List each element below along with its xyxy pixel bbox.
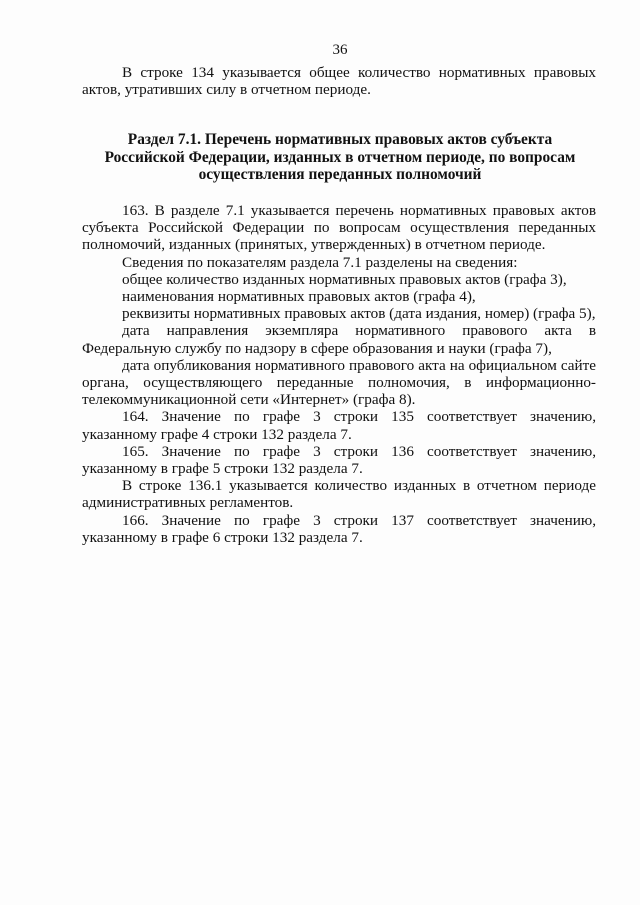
section-heading (100, 131, 580, 184)
list-item-1: общее количество изданных нормативных правовых актов (графа 3), (122, 270, 567, 288)
page-number: 36 (332, 42, 348, 58)
list-item-4: дата направления экземпляра нормативного правового акта в Федеральную службу по надзору в сфере образования и науки (графа 7), (82, 322, 596, 357)
paragraph-136-1: В строке 136.1 указывается количество изданных в отчетном периоде административных регламентов. (82, 477, 596, 512)
paragraph-164: 164. Значение по графе 3 строки 135 соответствует значению, указанному графе 4 строки 132 раздела 7. (82, 408, 596, 443)
intro-line-1: В строке 134 указывается общее количество нормативных правовых (122, 64, 596, 81)
list-intro: Сведения по показателям раздела 7.1 разделены на сведения: (122, 253, 518, 271)
section-heading-line-2: Российской Федерации, изданных в отчетном периоде, по вопросам (104, 148, 576, 166)
section-heading-line-3: осуществления переданных полномочий (198, 166, 482, 183)
paragraph-163: 163. В разделе 7.1 указывается перечень нормативных правовых актов субъекта Российской Федерации по вопросам осуществления переданных полномочий, изданных (принятых, утвержденных) в отчетном периоде. (82, 202, 596, 254)
paragraph-165: 165. Значение по графе 3 строки 136 соответствует значению, указанному в графе 5 строки 132 раздела 7. (82, 442, 596, 478)
list-item-2: наименования нормативных правовых актов (графа 4), (122, 288, 476, 306)
intro-line-2: актов, утративших силу в отчетном периоде. (82, 81, 371, 99)
intro-paragraph (82, 64, 596, 98)
list-item-3: реквизиты нормативных правовых актов (дата издания, номер) (графа 5), (122, 305, 596, 323)
section-body (82, 202, 596, 546)
paragraph-166: 166. Значение по графе 3 строки 137 соответствует значению, указанному в графе 6 строки 132 раздела 7. (82, 511, 596, 546)
section-heading-line-1: Раздел 7.1. Перечень нормативных правовых актов субъекта (127, 131, 553, 148)
list-item-5: дата опубликования нормативного правового акта на официальном сайте органа, осуществляющего переданные полномочия, в информационно-телекоммуникационной сети «Интернет» (графа 8). (82, 356, 596, 409)
